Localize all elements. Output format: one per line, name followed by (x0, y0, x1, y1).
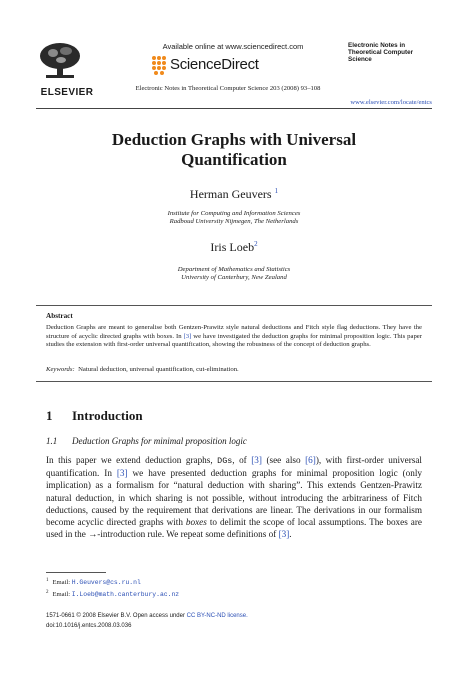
abstract-top-rule (36, 305, 432, 306)
citation-link[interactable]: [3] (278, 529, 290, 540)
citation-link[interactable]: [6] (305, 455, 316, 465)
journal-url-link[interactable]: www.elsevier.com/locate/entcs (350, 99, 432, 106)
author-affiliation: Institute for Computing and Information Sciences Radboud University Nijmegen, The Netherlands (167, 210, 301, 225)
abstract-text: Deduction Graphs are meant to generalise both Gentzen-Prawitz style natural deductions and Fitch style flag deductions. They have the structure of acyclic directed graphs with boxes. In [3] we have investigated the deduction graphs for minimal proposition logic. This paper studies the extension with first-order universal quantification, showing the robustness of the concept of deduction graphs. (46, 324, 422, 349)
author-name: Herman Geuvers $^1$ (189, 187, 279, 201)
keywords-line (46, 366, 422, 373)
email-link[interactable]: H.Geuvers@cs.ru.nl (71, 579, 141, 587)
abstract-heading: Abstract (46, 312, 73, 320)
doi-line: doi:10.1016/j.entcs.2008.03.036 (46, 623, 132, 629)
elsevier-tree-icon (36, 42, 84, 80)
author-affiliation: Department of Mathematics and Statistics University of Canterbury, New Zealand (177, 266, 291, 281)
keywords-text: Natural deduction, universal quantification, cut-elimination. (78, 366, 239, 373)
footnote-marker[interactable]: 1 (274, 187, 279, 195)
journal-citation: Electronic Notes in Theoretical Computer Science 203 (2008) 93–108 (135, 85, 321, 92)
publisher-name: ELSEVIER (40, 87, 94, 98)
footnote-rule (46, 572, 106, 573)
license-link[interactable]: CC BY-NC-ND license. (186, 613, 248, 619)
section-heading: 1 Introduction (46, 408, 143, 423)
citation-link[interactable]: [3] (116, 468, 128, 479)
footnote: $^1$ Email: H.Geuvers@cs.ru.nl (46, 578, 141, 587)
copyright-line: 1571-0661 © 2008 Elsevier B.V. Open access under CC BY-NC-ND license. (46, 613, 248, 619)
header-divider (36, 108, 432, 109)
available-online-text: Available online at www.sciencedirect.com (162, 42, 304, 51)
series-title: Electronic Notes in Theoretical Computer Science (348, 42, 414, 64)
sciencedirect-logo (150, 54, 320, 80)
citation-link[interactable]: [3] (251, 455, 262, 465)
sciencedirect-wordmark: ScienceDirect (170, 56, 259, 73)
author-name: Iris Loeb$^2$ (210, 240, 258, 254)
elsevier-logo (36, 42, 98, 98)
email-link[interactable]: I.Loeb@math.canterbury.ac.nz (71, 591, 180, 599)
keywords-label: Keywords: (46, 366, 75, 373)
abstract-bottom-rule (36, 381, 432, 382)
footnote: $^2$ Email: I.Loeb@math.canterbury.ac.nz (46, 590, 180, 599)
intro-paragraph: In this paper we extend deduction graphs, DGs, of [3] (see also [6]), with first-order universal quantification. In [3] we have presented deduction graphs for minimal proposition logic (only implication) as a formalism for “natural deduction with sharing”. This extends Gentzen-Prawitz natural deduction, in which sharing is not possible, without introducing the arbitrariness of Fitch deductions, caused by the requirement that derivations are linear. The derivations in our formalism become acyclic directed graphs with boxes to delimit the scope of local assumptions. The boxes are used in the →-introduction rule. We repeat some definitions of [3]. (46, 455, 422, 540)
paper-title: Deduction Graphs with Universal Quantification (111, 130, 357, 169)
citation-link[interactable]: [3] (183, 332, 192, 340)
footnote-marker[interactable]: 2 (254, 240, 258, 248)
subsection-heading: 1.1 Deduction Graphs for minimal proposition logic (46, 436, 247, 446)
